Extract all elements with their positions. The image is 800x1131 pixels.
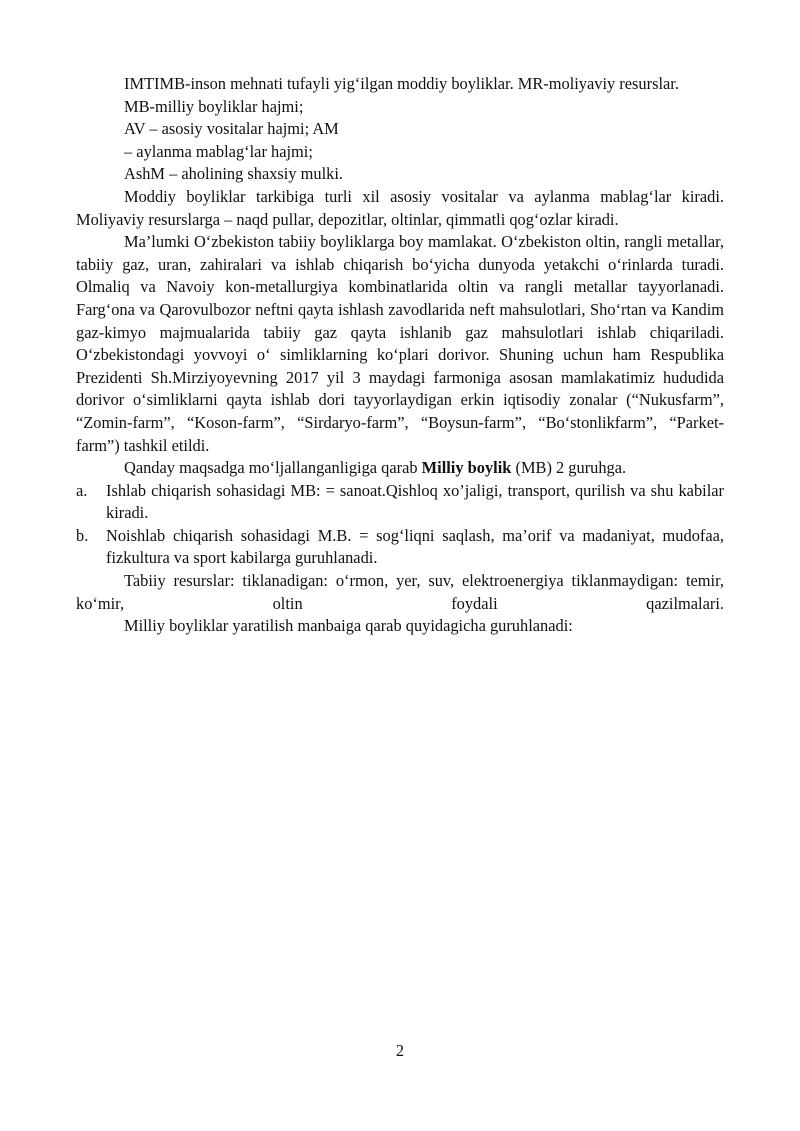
paragraph-grouping-intro: Milliy boyliklar yaratilish manbaiga qarab quyidagicha guruhlanadi: [124,616,573,636]
list-item [76,525,724,570]
paragraph-moddiy-boyliklar: Moddiy boyliklar tarkibiga turli xil asosiy vositalar va aylanma mablag‘lar kiradi. Moliyaviy resurslarga – naqd pullar, depozitlar, oltinlar, qimmatli qog‘ozlar kiradi. [76,186,724,229]
paragraph-uzbekistan-resources: Ma’lumki O‘zbekiston tabiiy boyliklarga boy mamlakat. O‘zbekiston oltin, rangli metallar, tabiiy gaz, uran, zahiralari va ishlab chiqarish bo‘yicha dunyoda yetakchi o‘rinlarda turadi. Olmaliq va Navoiy kon-metallurgiya kombinatlarida oltin va rangli metallar tayyorlanadi. Farg‘ona va Qarovulbozor neftni qayta ishlash zavodlarida neft mahsulotlari, Sho‘rtan va Kandim gaz-kimyo majmualarida tabiiy gaz qayta ishlanib gaz mahsulotlari ishlab chiqariladi. O‘zbekistondagi yovvoyi o‘ simliklarning ko‘plari dorivor. Shuning uchun ham Respublika Prezidenti Sh.Mirziyoyevning 2017 yil 3 maydagi farmoniga asosan mamlakatimiz hududida dorivor o‘simliklarni qayta ishlab dori tayyorlaydigan erkin iqtisodiy zonalar (“Nukusfarm”, “Zomin-farm”, “Koson-farm”, “Sirdaryo-farm”, “Boysun-farm”, “Bo‘stonlikfarm”, “Parket-farm”) tashkil etildi. [76,232,724,455]
paragraph-am-definition: – aylanma mablag‘lar hajmi; [124,141,313,161]
paragraph-imtimb: IMTIMB-inson mehnati tufayli yig‘ilgan moddiy boyliklar. MR-moliyaviy resurslar. [124,74,679,93]
paragraph-ashm-definition: AshM – aholining shaxsiy mulki. [124,164,344,184]
list-marker: b. [76,525,89,545]
page-number: 2 [395,1041,405,1060]
document-page [76,73,724,638]
list-item-text: Ishlab chiqarish sohasidagi MB: = sanoat.Qishloq xo’jaligi, transport, qurilish va shu kabilar kiradi. [106,480,724,523]
bold-term: Milliy boylik [421,458,512,478]
paragraph-text: Qanday maqsadga mo‘ljallanganligiga qarab [124,458,422,478]
list-item-text: Noishlab chiqarish sohasidagi M.B. = sog‘liqni saqlash, ma’orif va madaniyat, mudofaa, fizkultura va sport kabilarga guruhlanadi. [106,525,724,568]
paragraph-mb-definition: MB-milliy boyliklar hajmi; [124,96,304,116]
list-item [76,480,724,525]
groups-list [76,480,724,570]
paragraph-milliy-boylik-groups [76,457,724,480]
paragraph-natural-resources: Tabiiy resurslar: tiklanadigan: o‘rmon, yer, suv, elektroenergiya tiklanmaydigan: temir, ko‘mir, oltin foydali qazilmalari. [76,571,724,613]
paragraph-text: (MB) 2 guruhga. [511,458,627,478]
paragraph-av-definition: AV – asosiy vositalar hajmi; AM [124,119,339,139]
list-marker: a. [76,480,88,500]
